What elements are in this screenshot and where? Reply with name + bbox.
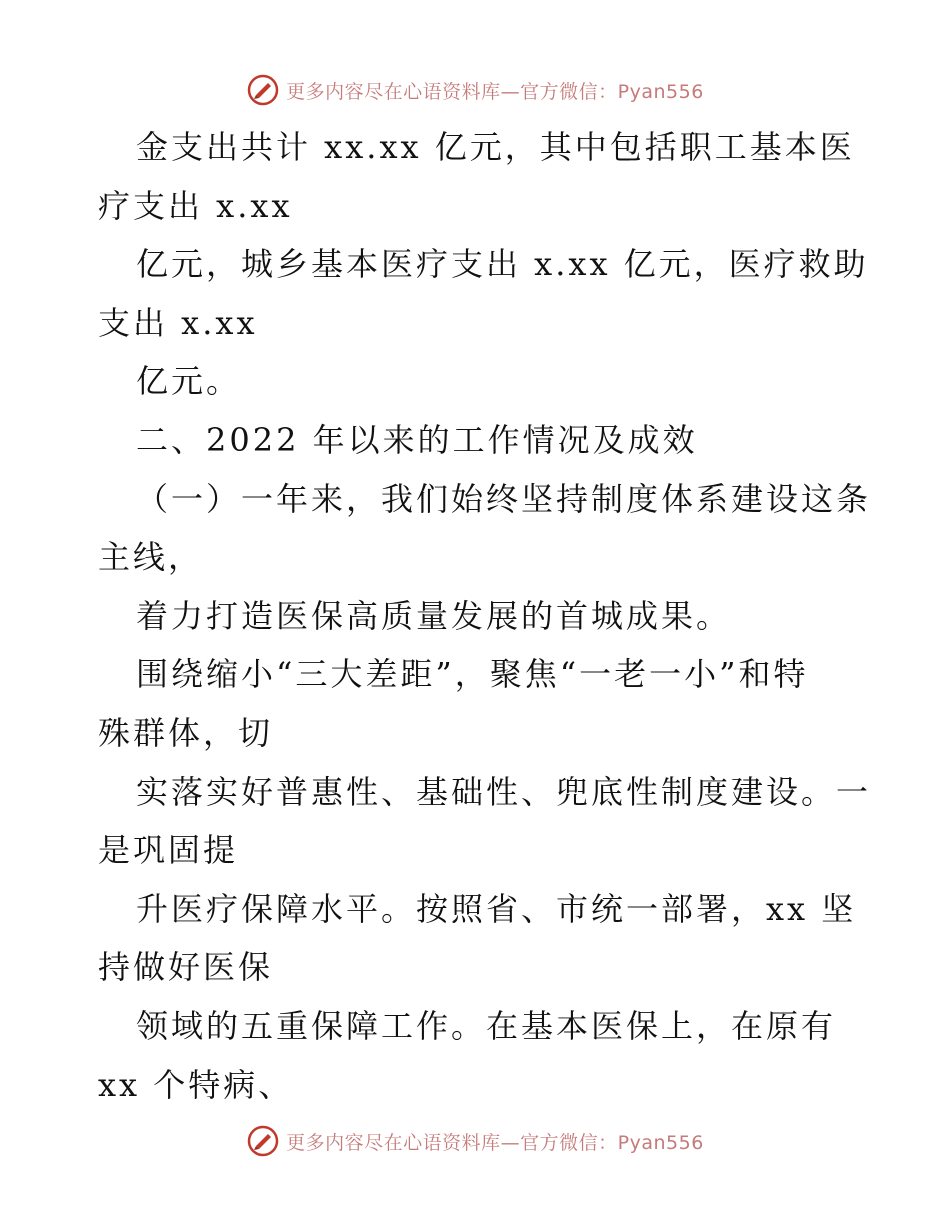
paragraph-line: 殊群体，切 — [98, 713, 274, 752]
paragraph-line: xx 个特病、 — [98, 1065, 294, 1104]
document-body — [98, 118, 872, 1114]
paragraph-line: 持做好医保 — [98, 948, 274, 987]
pen-logo-icon — [246, 73, 280, 107]
watermark-text: 更多内容尽在心语资料库—官方微信：Pyan556 — [286, 1131, 704, 1154]
paragraph-line: 二、2022 年以来的工作情况及成效 — [136, 420, 698, 459]
paragraph-line: 实落实好普惠性、基础性、兜底性制度建设。一 — [136, 772, 872, 811]
paragraph-line: 主线， — [98, 538, 204, 577]
header-watermark — [0, 70, 950, 110]
paragraph-line: 着力打造医保高质量发展的首城成果。 — [136, 596, 732, 635]
footer-watermark — [0, 1121, 950, 1161]
paragraph-line: 支出 x.xx — [98, 303, 258, 342]
paragraph-line: 亿元，城乡基本医疗支出 x.xx 亿元，医疗救助 — [136, 245, 869, 284]
paragraph-line: 疗支出 x.xx — [98, 186, 293, 225]
watermark-text: 更多内容尽在心语资料库—官方微信：Pyan556 — [286, 80, 704, 103]
paragraph-line: （一）一年来，我们始终坚持制度体系建设这条 — [136, 479, 872, 518]
paragraph-line: 金支出共计 xx.xx 亿元，其中包括职工基本医 — [136, 128, 855, 166]
pen-logo-icon — [246, 1124, 280, 1158]
paragraph-line: 领域的五重保障工作。在基本医保上，在原有 — [136, 1006, 837, 1045]
paragraph-line: 亿元。 — [136, 362, 242, 401]
paragraph-line: 升医疗保障水平。按照省、市统一部署，xx 坚 — [136, 889, 857, 928]
paragraph-line: 围绕缩小“三大差距”，聚焦“一老一小”和特 — [136, 655, 809, 694]
paragraph-line: 是巩固提 — [98, 831, 239, 870]
